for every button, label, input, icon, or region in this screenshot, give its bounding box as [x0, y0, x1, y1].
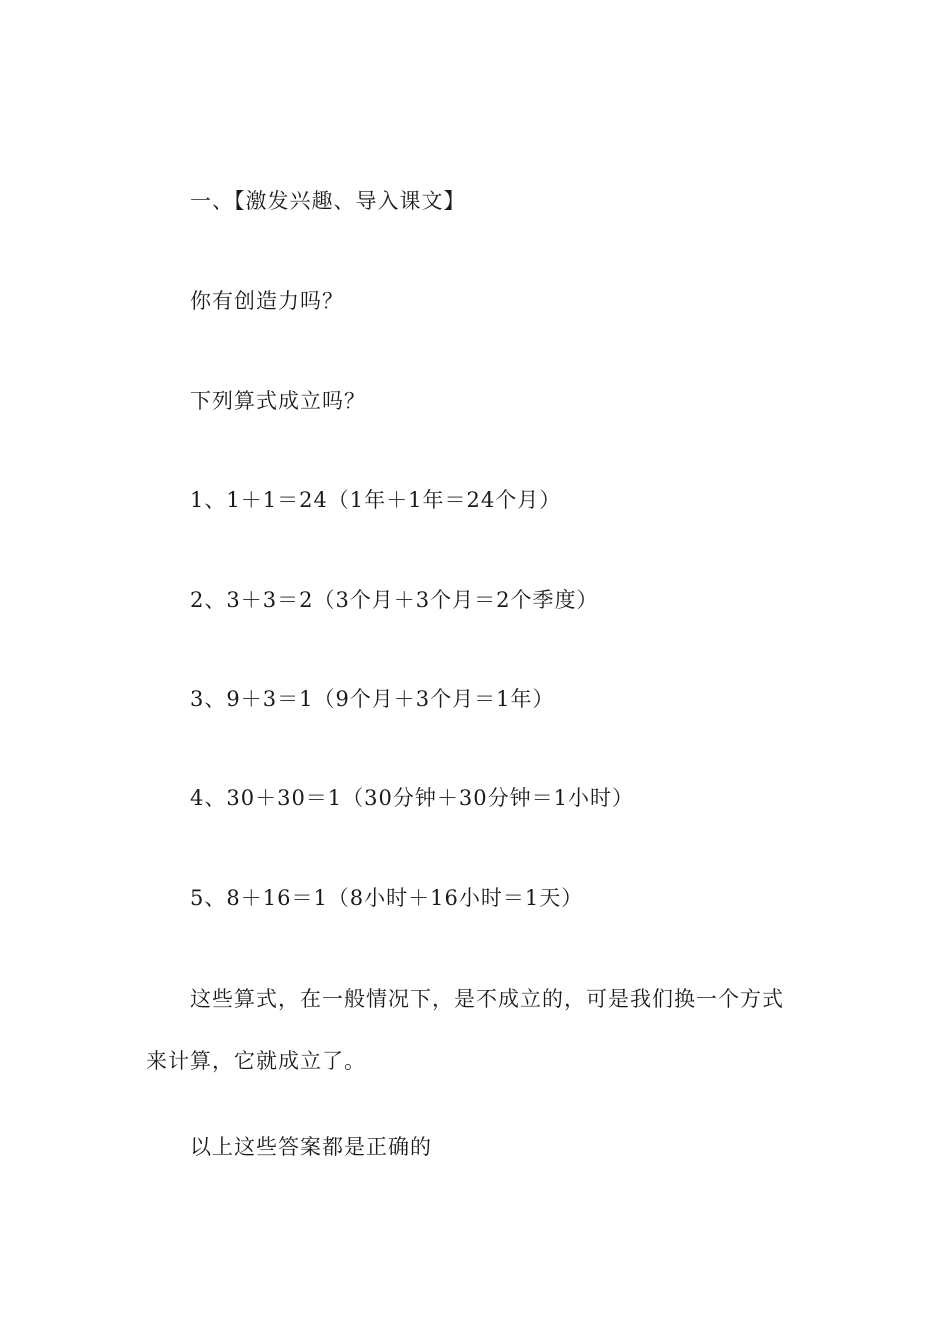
question-creativity: 你有创造力吗？ — [190, 289, 344, 313]
formula-item-1: 1、1＋1＝24（1年＋1年＝24个月） — [190, 488, 562, 512]
formula-item-2: 2、3＋3＝2（3个月＋3个月＝2个季度） — [190, 588, 599, 612]
formula-item-3: 3、9＋3＝1（9个月＋3个月＝1年） — [190, 687, 555, 711]
explanation-paragraph — [146, 985, 810, 1075]
formula-item-5: 5、8＋16＝1（8小时＋16小时＝1天） — [190, 886, 584, 910]
conclusion-text: 以上这些答案都是正确的 — [190, 1135, 432, 1159]
section-heading: 一、【激发兴趣、导入课文】 — [190, 189, 466, 213]
question-formulas: 下列算式成立吗？ — [190, 389, 366, 413]
explanation-line-2: 来计算，它就成立了。 — [146, 1049, 366, 1073]
explanation-line-1: 这些算式，在一般情况下，是不成立的，可是我们换一个方式 — [190, 987, 784, 1011]
formula-item-4: 4、30＋30＝1（30分钟＋30分钟＝1小时） — [190, 786, 634, 810]
